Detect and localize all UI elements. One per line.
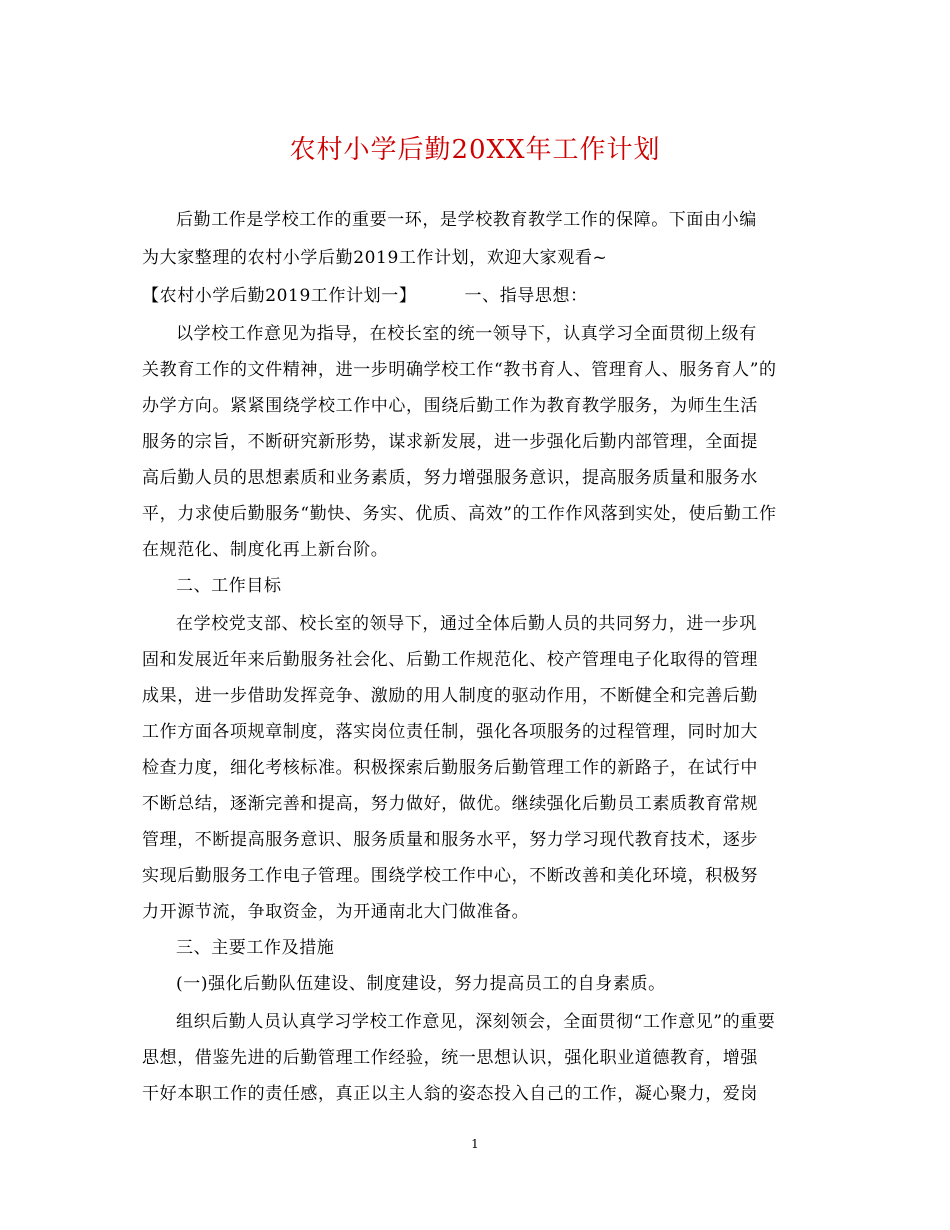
paragraph-line: 成果，进一步借助发挥竞争、激励的用人制度的驱动作用，不断健全和完善后勤 — [142, 686, 758, 706]
section-heading: 二、工作目标 — [176, 576, 282, 596]
paragraph-line: 为大家整理的农村小学后勤2019工作计划，欢迎大家观看~ — [142, 248, 608, 268]
paragraph-line: 以学校工作意见为指导，在校长室的统一领导下，认真学习全面贯彻上级有 — [176, 324, 757, 344]
paragraph-line: 在学校党支部、校长室的领导下，通过全体后勤人员的共同努力，进一步巩 — [176, 614, 757, 634]
paragraph-line: 思想，借鉴先进的后勤管理工作经验，统一思想认识，强化职业道德教育，增强 — [142, 1048, 758, 1068]
paragraph-line: 关教育工作的文件精神，进一步明确学校工作“教书育人、管理育人、服务育人”的 — [142, 360, 777, 380]
paragraph-line: 在规范化、制度化再上新台阶。 — [142, 540, 389, 560]
paragraph-line: 工作方面各项规章制度，落实岗位责任制，强化各项服务的过程管理，同时加大 — [142, 722, 758, 742]
paragraph-line: 干好本职工作的责任感，真正以主人翁的姿态投入自己的工作，凝心聚力，爱岗 — [142, 1084, 758, 1104]
paragraph-line: 固和发展近年来后勤服务社会化、后勤工作规范化、校产管理电子化取得的管理 — [142, 650, 758, 670]
paragraph-line: 平，力求使后勤服务“勤快、务实、优质、高效”的工作作风落到实处，使后勤工作 — [142, 504, 777, 524]
paragraph-line: 高后勤人员的思想素质和业务素质，努力增强服务意识，提高服务质量和服务水 — [142, 468, 758, 488]
section-heading-line: 【农村小学后勤2019工作计划一】 一、指导思想： — [142, 286, 588, 306]
document-title: 农村小学后勤20XX年工作计划 — [289, 135, 661, 165]
page-number: 1 — [471, 1137, 479, 1151]
section-heading: 三、主要工作及措施 — [176, 938, 335, 958]
paragraph-line: 检查力度，细化考核标准。积极探索后勤服务后勤管理工作的新路子，在试行中 — [142, 758, 758, 778]
paragraph-line: 办学方向。紧紧围绕学校工作中心，围绕后勤工作为教育教学服务，为师生生活 — [142, 396, 758, 416]
paragraph-line: 不断总结，逐渐完善和提高，努力做好，做优。继续强化后勤员工素质教育常规 — [142, 794, 758, 814]
paragraph-line: 管理，不断提高服务意识、服务质量和服务水平，努力学习现代教育技术，逐步 — [142, 830, 758, 850]
paragraph-line: 服务的宗旨，不断研究新形势，谋求新发展，进一步强化后勤内部管理，全面提 — [142, 432, 758, 452]
paragraph-line: 后勤工作是学校工作的重要一环，是学校教育教学工作的保障。下面由小编 — [176, 210, 757, 230]
paragraph-line: 实现后勤服务工作电子管理。围绕学校工作中心，不断改善和美化环境，积极努 — [142, 866, 758, 886]
paragraph-line: 力开源节流，争取资金，为开通南北大门做准备。 — [142, 902, 530, 922]
paragraph-line: 组织后勤人员认真学习学校工作意见，深刻领会，全面贯彻“工作意见”的重要 — [176, 1012, 776, 1032]
subsection-heading: (一)强化后勤队伍建设、制度建设，努力提高员工的自身素质。 — [176, 974, 666, 994]
